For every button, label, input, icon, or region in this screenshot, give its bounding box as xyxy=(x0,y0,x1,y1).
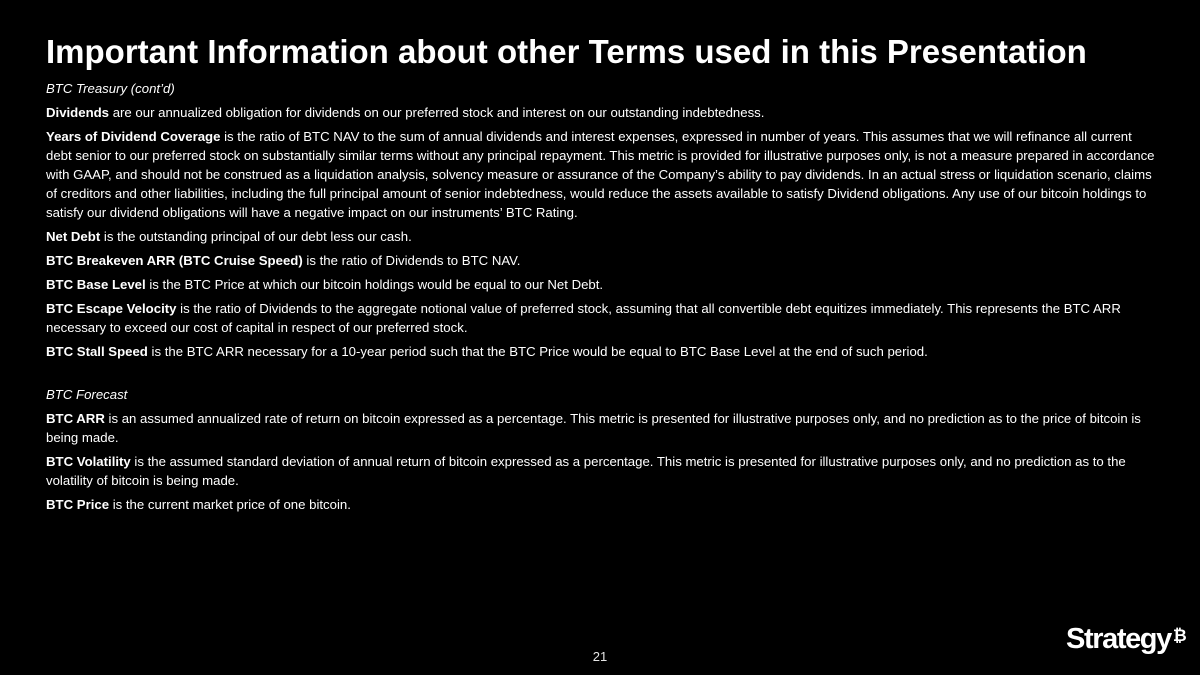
term: BTC ARR xyxy=(46,411,105,426)
page-number: 21 xyxy=(592,649,608,664)
term: BTC Stall Speed xyxy=(46,344,148,359)
term: BTC Escape Velocity xyxy=(46,301,177,316)
term: Net Debt xyxy=(46,229,101,244)
slide-title: Important Information about other Terms used in this Presentation xyxy=(46,33,1087,70)
definition-text: are our annualized obligation for dividends on our preferred stock and interest on our outstanding indebtedness. xyxy=(109,105,765,120)
section-spacer xyxy=(46,366,1161,385)
definition-text: is the outstanding principal of our debt less our cash. xyxy=(100,229,412,244)
definition-btc-escape-velocity xyxy=(46,299,1161,337)
definition-btc-price xyxy=(46,495,1161,514)
definition-text: is the ratio of BTC NAV to the sum of annual dividends and interest expenses, expressed in number of years. This assumes that we will refinance all current debt senior to our preferred stock on substantially similar terms without any principal repayment. This metric is provided for illustrative purposes only, is not a measure prepared in accordance with GAAP, and should not be construed as a liquidation analysis, solvency measure or assurance of the Company’s ability to pay dividends. In an actual stress or liquidation scenario, claims of creditors and other liabilities, including the full principal amount of senior indebtedness, would reduce the assets available to satisfy Dividend obligations. Any use of our bitcoin holdings to satisfy our dividend obligations will have a negative impact on our instruments’ BTC Rating. xyxy=(46,129,1155,220)
section-heading-btc-forecast: BTC Forecast xyxy=(46,387,128,402)
definition-text: is the current market price of one bitcoin. xyxy=(109,497,351,512)
term: BTC Volatility xyxy=(46,454,131,469)
definition-btc-breakeven-arr xyxy=(46,251,1161,270)
term: BTC Breakeven ARR (BTC Cruise Speed) xyxy=(46,253,303,268)
definition-years-of-dividend-coverage xyxy=(46,127,1161,222)
term: Years of Dividend Coverage xyxy=(46,129,221,144)
definition-text: is an assumed annualized rate of return on bitcoin expressed as a percentage. This metric is presented for illustrative purposes only, and no prediction as to the price of bitcoin is being made. xyxy=(46,411,1141,445)
definition-btc-stall-speed xyxy=(46,342,1161,361)
term: Dividends xyxy=(46,105,110,120)
definition-btc-volatility xyxy=(46,452,1161,490)
strategy-logo xyxy=(1066,621,1187,657)
term: BTC Price xyxy=(46,497,110,512)
definition-text: is the BTC Price at which our bitcoin holdings would be equal to our Net Debt. xyxy=(145,277,604,292)
definition-btc-arr xyxy=(46,409,1161,447)
definition-dividends xyxy=(46,103,1161,122)
section-heading-btc-treasury: BTC Treasury (cont’d) xyxy=(46,81,175,96)
definition-text: is the ratio of Dividends to BTC NAV. xyxy=(302,253,521,268)
logo-wordmark: Strategy xyxy=(1066,623,1171,655)
definition-btc-base-level xyxy=(46,275,1161,294)
definition-net-debt xyxy=(46,227,1161,246)
definition-text: is the ratio of Dividends to the aggregate notional value of preferred stock, assuming that all convertible debt equitizes immediately. This represents the BTC ARR necessary to exceed our cost of capital in respect of our preferred stock. xyxy=(46,301,1121,335)
definition-text: is the assumed standard deviation of annual return of bitcoin expressed as a percentage. This metric is presented for illustrative purposes only, and no prediction as to the volatility of bitcoin is being made. xyxy=(46,454,1126,488)
term: BTC Base Level xyxy=(46,277,146,292)
definitions-content xyxy=(46,79,1161,519)
bitcoin-icon: ₿ xyxy=(1172,626,1187,645)
definition-text: is the BTC ARR necessary for a 10-year period such that the BTC Price would be equal to BTC Base Level at the end of such period. xyxy=(147,344,928,359)
